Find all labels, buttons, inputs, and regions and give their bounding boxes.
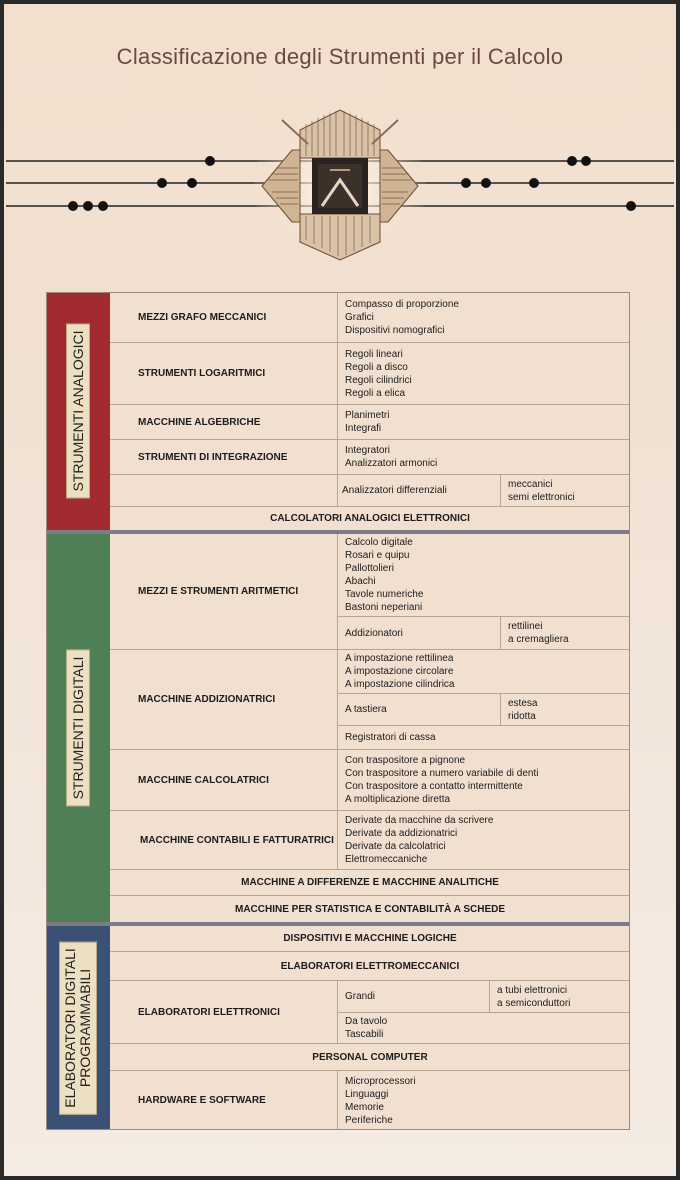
table-row xyxy=(110,750,630,811)
full-row: CALCOLATORI ANALOGICI ELETTRONICI xyxy=(110,507,630,530)
row-items: Integratori Analizzatori armonici xyxy=(345,445,438,469)
table-row xyxy=(110,405,630,440)
table-row xyxy=(110,475,630,507)
table-row xyxy=(110,1071,630,1130)
table-row xyxy=(110,343,630,405)
row-label: MEZZI GRAFO MECCANICI xyxy=(110,292,338,342)
category-digitali xyxy=(46,534,110,922)
row-items: Regoli lineari Regoli a disco Regoli cilindrici Regoli a elica xyxy=(345,348,412,399)
table-row xyxy=(110,292,630,343)
full-row: MACCHINE PER STATISTICA E CONTABILITÀ A SCHEDE xyxy=(110,896,630,922)
full-row: PERSONAL COMPUTER xyxy=(110,1044,630,1071)
row-label: STRUMENTI LOGARITMICI xyxy=(110,343,338,404)
category-label-analogici: STRUMENTI ANALOGICI xyxy=(66,323,90,498)
category-analogici xyxy=(46,292,110,530)
full-row: MACCHINE A DIFFERENZE E MACCHINE ANALITICHE xyxy=(110,870,630,896)
row-items: Planimetri Integrafi xyxy=(345,410,390,434)
table-row xyxy=(110,534,630,650)
row-items: Con traspositore a pignone Con traspositore a numero variabile di denti Con traspositore a contatto intermittente A moltiplicazione diretta xyxy=(345,755,539,805)
row-items: Compasso di proporzione Grafici Dispositivi nomografici xyxy=(345,298,459,336)
category-programmabili xyxy=(46,926,110,1130)
row-items: Microprocessori Linguaggi Memorie Periferiche xyxy=(345,1075,416,1126)
row-items: A impostazione rettilinea A impostazione circolare A impostazione cilindrica xyxy=(338,650,630,694)
calculator-machine-illustration xyxy=(252,100,428,272)
full-row: DISPOSITIVI E MACCHINE LOGICHE xyxy=(110,926,630,952)
row-subitems: a tubi elettronici a semiconduttori xyxy=(489,981,630,1012)
row-items: Grandi a tubi elettronici a semiconduttori xyxy=(338,981,630,1013)
row-label: ELABORATORI ELETTRONICI xyxy=(110,981,338,1043)
row-items: Addizionatori rettilinei a cremagliera xyxy=(338,617,630,649)
row-label: MEZZI E STRUMENTI ARITMETICI xyxy=(110,534,338,649)
row-items: A tastiera estesa ridotta xyxy=(338,694,630,726)
table-row xyxy=(110,440,630,475)
row-label: MACCHINE ADDIZIONATRICI xyxy=(110,650,338,749)
category-label-programmabili: ELABORATORI DIGITALI PROGRAMMABILI xyxy=(59,941,97,1114)
row-items: Registratori di cassa xyxy=(345,732,436,743)
table-row xyxy=(110,811,630,870)
row-items: Derivate da macchine da scrivere Derivate da addizionatrici Derivate da calcolatrici Elettromeccaniche xyxy=(345,815,494,865)
row-items: Da tavolo Tascabili xyxy=(345,1016,388,1040)
full-row: ELABORATORI ELETTROMECCANICI xyxy=(110,952,630,981)
row-label: STRUMENTI DI INTEGRAZIONE xyxy=(110,440,338,474)
row-items: Calcolo digitale Rosari e quipu Pallottolieri Abachi Tavole numeriche Bastoni neperiani xyxy=(338,534,630,617)
row-label: MACCHINE CALCOLATRICI xyxy=(110,750,338,810)
table-row xyxy=(110,981,630,1044)
table-row xyxy=(110,650,630,750)
section-programmabili xyxy=(110,926,630,1130)
row-label: HARDWARE E SOFTWARE xyxy=(110,1071,338,1130)
category-label-digitali: STRUMENTI DIGITALI xyxy=(66,650,90,807)
section-digitali xyxy=(110,534,630,922)
row-subitems: meccanici semi elettronici xyxy=(500,475,630,506)
page-title: Classificazione degli Strumenti per il Calcolo xyxy=(116,44,564,69)
row-label-empty xyxy=(110,475,338,506)
row-label: MACCHINE CONTABILI E FATTURATRICI xyxy=(110,811,338,869)
row-items: Analizzatori differenziali meccanici semi elettronici xyxy=(338,475,630,506)
row-subitems: estesa ridotta xyxy=(500,694,630,725)
row-label: MACCHINE ALGEBRICHE xyxy=(110,405,338,439)
row-subitems: rettilinei a cremagliera xyxy=(500,617,630,649)
section-analogici xyxy=(110,292,630,530)
